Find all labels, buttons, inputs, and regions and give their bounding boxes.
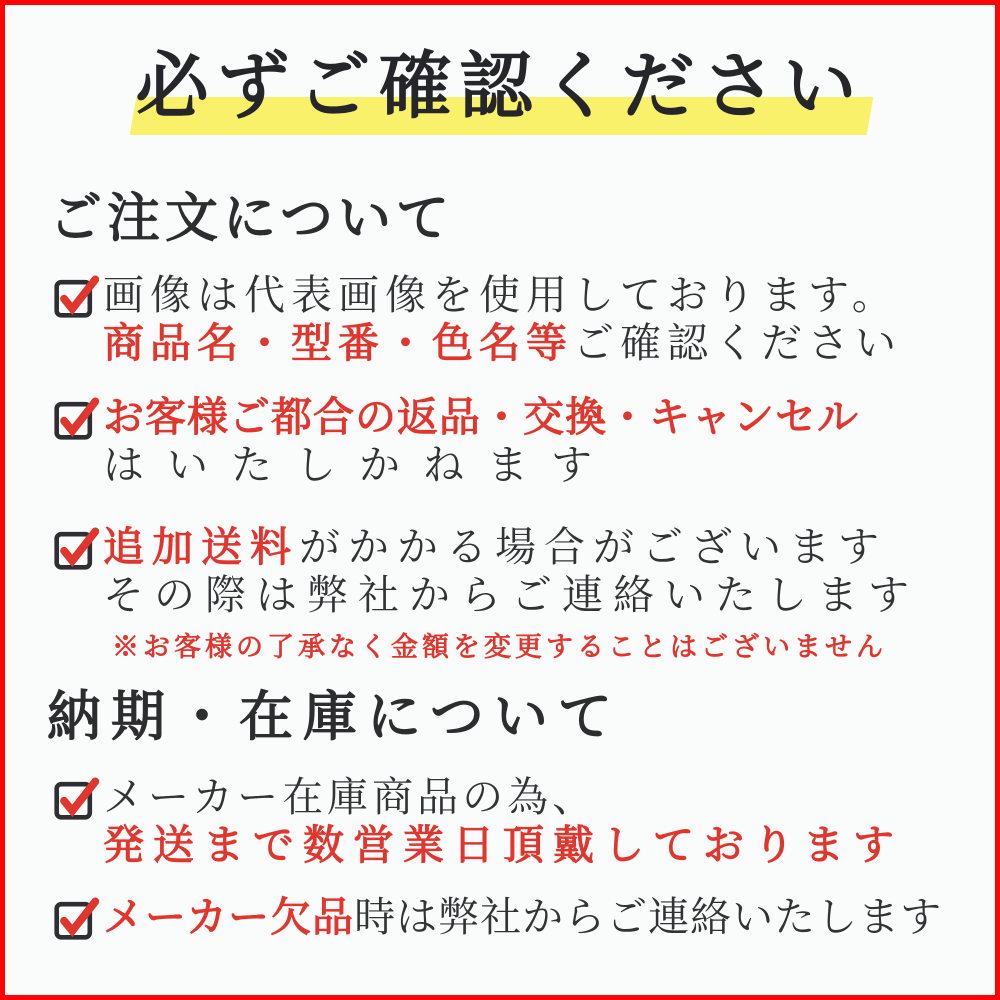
notice-item-text	[103, 271, 902, 367]
notice-item-no-returns	[53, 393, 859, 489]
checked-checkbox-icon	[53, 525, 99, 571]
notice-line	[103, 571, 919, 619]
notice-text: 時は弊社からご連絡いたします	[354, 893, 943, 941]
notice-text: メーカー在庫商品の為、	[103, 773, 598, 821]
notice-line	[103, 893, 942, 941]
notice-item-text	[103, 893, 942, 941]
notice-line	[103, 773, 903, 821]
checked-checkbox-icon	[53, 273, 99, 319]
notice-line	[103, 319, 902, 367]
notice-item-text	[103, 773, 903, 869]
notice-item-text	[103, 523, 919, 663]
notice-line	[103, 271, 902, 319]
notice-text: はいたしかねます	[103, 441, 615, 489]
red-emphasis-text: 商品名・型番・色名等	[103, 319, 573, 367]
notice-item-maker-shortage	[53, 893, 942, 941]
notice-item-extra-shipping	[53, 523, 919, 663]
notice-text: ご確認ください	[573, 319, 902, 367]
red-emphasis-text: メーカー欠品	[103, 893, 355, 941]
notice-text: その際は弊社からご連絡いたします	[103, 571, 919, 619]
section-heading-orders: ご注文について	[49, 187, 454, 249]
red-emphasis-text: 追加送料	[103, 523, 299, 571]
notice-line	[103, 821, 903, 869]
red-emphasis-text: お客様ご都合の返品・交換・キャンセル	[103, 393, 859, 441]
notice-item-text	[103, 393, 859, 489]
notice-text: がかかる場合がございます	[299, 523, 887, 571]
fine-print-note: ※お客様の了承なく金額を変更することはございません	[112, 632, 887, 663]
checked-checkbox-icon	[53, 895, 99, 941]
notice-text: 画像は代表画像を使用しております。	[103, 271, 899, 319]
notice-line	[103, 441, 859, 489]
red-emphasis-text: 発送まで数営業日頂戴しております	[103, 821, 903, 869]
checked-checkbox-icon	[53, 395, 99, 441]
page-title: 必ずご確認ください	[135, 43, 865, 129]
notice-item-representative-image	[53, 271, 902, 367]
notice-line	[103, 523, 919, 571]
notice-item-maker-stock	[53, 773, 903, 869]
checked-checkbox-icon	[53, 775, 99, 821]
section-heading-stock: 納期・在庫について	[47, 684, 622, 748]
notice-line	[103, 393, 859, 441]
